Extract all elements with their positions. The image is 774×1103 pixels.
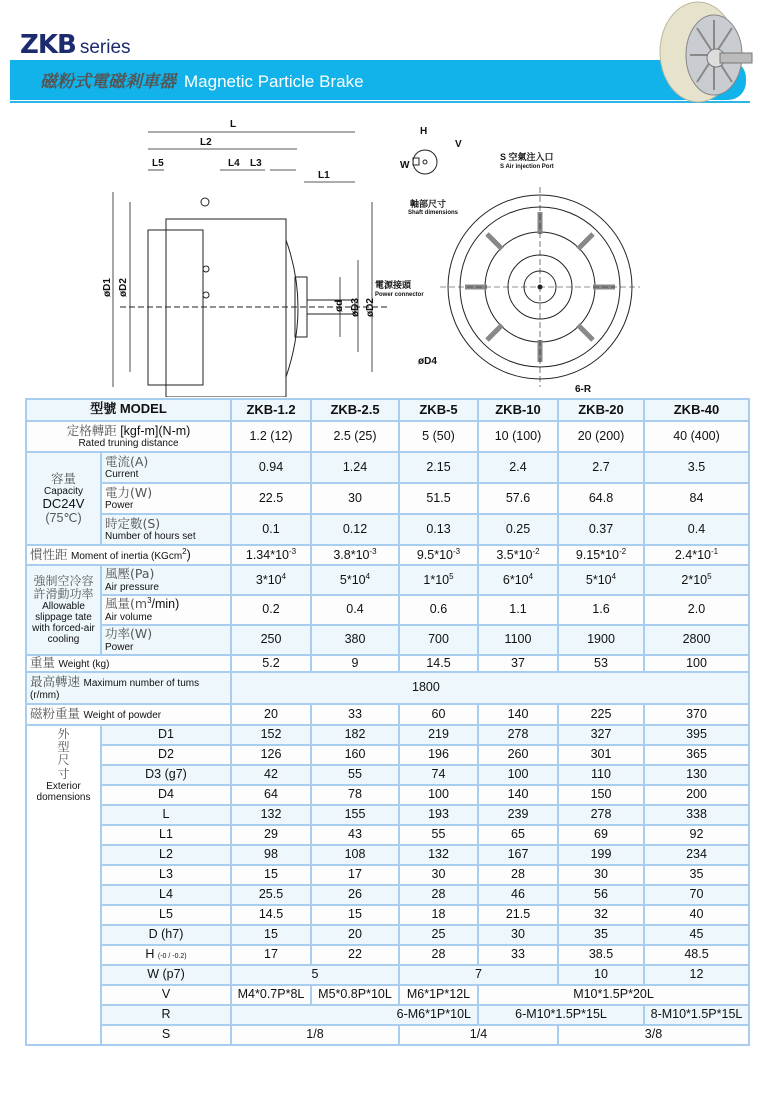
series-title — [20, 30, 131, 60]
svg-text:øD3: øD3 — [350, 298, 361, 317]
cell: 18 — [399, 905, 478, 925]
cell: 0.13 — [399, 514, 478, 545]
cell: 8-M10*1.5P*15L — [644, 1005, 749, 1025]
cell: 14.5 — [231, 905, 311, 925]
cell: 7 — [399, 965, 558, 985]
cell: 37 — [478, 655, 558, 672]
dim-label: V — [101, 985, 231, 1005]
air-port-zh: S 空氣注入口 — [500, 152, 554, 162]
table-row-air-pressure — [26, 565, 749, 595]
cell: 700 — [399, 625, 478, 655]
cell: 14.5 — [399, 655, 478, 672]
cell: 0.25 — [478, 514, 558, 545]
table-row-l — [26, 805, 749, 825]
cell: 6-M10*1.5P*15L — [478, 1005, 644, 1025]
cell: $3.8*10^{-3}$ — [311, 545, 399, 565]
cell: M10*1.5P*20L — [478, 985, 749, 1005]
cell: 1.24 — [311, 452, 399, 483]
cell: 150 — [558, 785, 644, 805]
air-port-en: S Air injection Port — [500, 164, 554, 170]
cell: $5*10^4$ — [311, 565, 399, 595]
dim-label: S — [101, 1025, 231, 1045]
cell: 60 — [399, 704, 478, 725]
dim-label: W (p7) — [101, 965, 231, 985]
cell: $1.34*10^{-3}$ — [231, 545, 311, 565]
cell: 35 — [558, 925, 644, 945]
cell: 0.4 — [644, 514, 749, 545]
brand-name: ZKB — [20, 30, 76, 60]
cell: 2.15 — [399, 452, 478, 483]
capacity-label: 容量 Capacity DC24V (75℃) — [26, 452, 101, 545]
cell: 0.1 — [231, 514, 311, 545]
shaft-dim-zh: 軸部尺寸 — [410, 199, 447, 209]
power-label: 電力(W) Power — [101, 483, 231, 514]
cell: 35 — [644, 865, 749, 885]
cell: 38.5 — [558, 945, 644, 965]
cell: $3.5*10^{-2}$ — [478, 545, 558, 565]
torque-label: 定格轉距 [kgf-m](N-m) Rated truning distance — [26, 421, 231, 452]
cell: $1*10^5$ — [399, 565, 478, 595]
table-row-power — [26, 483, 749, 514]
title-zh: 磁粉式電磁剎車器 — [40, 72, 176, 92]
spec-table — [25, 398, 750, 1046]
title-en: Magnetic Particle Brake — [184, 72, 364, 91]
cell: 155 — [311, 805, 399, 825]
table-row-inertia — [26, 545, 749, 565]
dim-label: D2 — [101, 745, 231, 765]
cell: 0.2 — [231, 595, 311, 625]
cell: 2.7 — [558, 452, 644, 483]
cell: 26 — [311, 885, 399, 905]
cell: 9 — [311, 655, 399, 672]
time-label: 時定數(S) Number of hours set — [101, 514, 231, 545]
dim-label: L4 — [101, 885, 231, 905]
cell: M6*1P*12L — [399, 985, 478, 1005]
exterior-label: 外 型 尺 寸 Exterior domensions — [26, 725, 101, 1045]
table-row-d1 — [26, 725, 749, 745]
cell: 48.5 — [644, 945, 749, 965]
dim-V: V — [455, 139, 462, 150]
dim-label: D1 — [101, 725, 231, 745]
table-row-l3 — [26, 865, 749, 885]
cell: 51.5 — [399, 483, 478, 514]
dim-label: L5 — [101, 905, 231, 925]
cell: 1.1 — [478, 595, 558, 625]
cell: 160 — [311, 745, 399, 765]
dim-D4: øD4 — [418, 356, 437, 367]
cell: 0.12 — [311, 514, 399, 545]
cell: 1.6 — [558, 595, 644, 625]
cell: 0.4 — [311, 595, 399, 625]
cell: 152 — [231, 725, 311, 745]
cell: 1100 — [478, 625, 558, 655]
svg-text:L1: L1 — [318, 170, 330, 181]
dim-R: 6-R — [575, 384, 592, 395]
dim-label: D4 — [101, 785, 231, 805]
table-row-r — [26, 1005, 749, 1025]
cell: 10 — [558, 965, 644, 985]
cell: 28 — [399, 945, 478, 965]
table-row-d-h7 — [26, 925, 749, 945]
technical-drawing — [100, 112, 660, 397]
cell: 2.4 — [478, 452, 558, 483]
cell: 40 (400) — [644, 421, 749, 452]
cell: 3/8 — [558, 1025, 749, 1045]
svg-text:øD1: øD1 — [102, 278, 113, 297]
cell: 6-M6*1P*10L — [231, 1005, 478, 1025]
cell: 140 — [478, 785, 558, 805]
cell: 55 — [311, 765, 399, 785]
cell: 126 — [231, 745, 311, 765]
cell: 17 — [231, 945, 311, 965]
cell: 40 — [644, 905, 749, 925]
dim-label: L — [101, 805, 231, 825]
dim-W: W — [400, 160, 410, 171]
table-row-h — [26, 945, 749, 965]
table-row-torque — [26, 421, 749, 452]
cell: 1/4 — [399, 1025, 558, 1045]
cell: 338 — [644, 805, 749, 825]
model-zkb-40: ZKB-40 — [644, 399, 749, 421]
dim-label: D3 (g7) — [101, 765, 231, 785]
cell: 70 — [644, 885, 749, 905]
cell: 22 — [311, 945, 399, 965]
cell: 395 — [644, 725, 749, 745]
cell: 132 — [231, 805, 311, 825]
cell: 193 — [399, 805, 478, 825]
cell: 30 — [311, 483, 399, 514]
cell: 53 — [558, 655, 644, 672]
cell: 365 — [644, 745, 749, 765]
cell: 110 — [558, 765, 644, 785]
cell: 301 — [558, 745, 644, 765]
table-row-cooling-power — [26, 625, 749, 655]
cell: 15 — [231, 925, 311, 945]
dim-label: L2 — [101, 845, 231, 865]
cell: 225 — [558, 704, 644, 725]
max-speed-label: 最高轉速 Maximum number of tums (r/mm) — [26, 672, 231, 704]
cell: 25.5 — [231, 885, 311, 905]
cell: 57.6 — [478, 483, 558, 514]
table-row-weight — [26, 655, 749, 672]
cell: 0.94 — [231, 452, 311, 483]
model-zkb-5: ZKB-5 — [399, 399, 478, 421]
cell: 29 — [231, 825, 311, 845]
cell: 43 — [311, 825, 399, 845]
cell: 42 — [231, 765, 311, 785]
cell: 28 — [399, 885, 478, 905]
shaft-dim-en: Shaft dimensions — [408, 210, 459, 216]
cell: 20 (200) — [558, 421, 644, 452]
svg-text:L2: L2 — [200, 137, 212, 148]
cell: 2800 — [644, 625, 749, 655]
table-row-time-constant — [26, 514, 749, 545]
cell: $5*10^4$ — [558, 565, 644, 595]
cell: 17 — [311, 865, 399, 885]
cell: 15 — [231, 865, 311, 885]
powder-label: 磁粉重量 Weight of powder — [26, 704, 231, 725]
cell: 130 — [644, 765, 749, 785]
dim-label: R — [101, 1005, 231, 1025]
cell: 20 — [311, 925, 399, 945]
table-row-l4 — [26, 885, 749, 905]
power-connector-en: Power connector — [375, 292, 424, 298]
cell: $2*10^5$ — [644, 565, 749, 595]
cell: 196 — [399, 745, 478, 765]
cell: 108 — [311, 845, 399, 865]
model-zkb-10: ZKB-10 — [478, 399, 558, 421]
cell: 234 — [644, 845, 749, 865]
cell: M4*0.7P*8L — [231, 985, 311, 1005]
cell: 30 — [558, 865, 644, 885]
cell: 20 — [231, 704, 311, 725]
cell: 56 — [558, 885, 644, 905]
cell: 30 — [478, 925, 558, 945]
cell: 200 — [644, 785, 749, 805]
table-row-l5 — [26, 905, 749, 925]
power-connector-zh: 電源接頭 — [375, 280, 412, 290]
cell: 28 — [478, 865, 558, 885]
svg-text:ød: ød — [334, 299, 345, 312]
cell: 32 — [558, 905, 644, 925]
dim-L: L — [230, 119, 237, 130]
cell: 12 — [644, 965, 749, 985]
cell: 182 — [311, 725, 399, 745]
cell: 0.6 — [399, 595, 478, 625]
model-zkb-2-5: ZKB-2.5 — [311, 399, 399, 421]
table-row-l1 — [26, 825, 749, 845]
cell: 260 — [478, 745, 558, 765]
cell: 84 — [644, 483, 749, 514]
table-row-v — [26, 985, 749, 1005]
model-header: 型號 MODEL — [26, 399, 231, 421]
cell: 5 — [231, 965, 399, 985]
svg-text:L4: L4 — [228, 158, 240, 169]
cell: 21.5 — [478, 905, 558, 925]
table-row-s — [26, 1025, 749, 1045]
current-label: 電流(A) Current — [101, 452, 231, 483]
cell: M5*0.8P*10L — [311, 985, 399, 1005]
cell: 55 — [399, 825, 478, 845]
cell: 1900 — [558, 625, 644, 655]
table-row-d2 — [26, 745, 749, 765]
cell: 10 (100) — [478, 421, 558, 452]
table-row-d3 — [26, 765, 749, 785]
svg-text:L5: L5 — [152, 158, 164, 169]
dim-H: H — [420, 126, 428, 137]
cell: 45 — [644, 925, 749, 945]
cell: $9.15*10^{-2}$ — [558, 545, 644, 565]
cell: 327 — [558, 725, 644, 745]
banner-title — [40, 67, 364, 92]
inertia-label: 慣性距 Moment of inertia (KGcm$^2$) — [26, 545, 231, 565]
product-photo — [640, 0, 760, 110]
cell: 25 — [399, 925, 478, 945]
cell: 199 — [558, 845, 644, 865]
cell: 65 — [478, 825, 558, 845]
cell: 1.2 (12) — [231, 421, 311, 452]
cell: 2.5 (25) — [311, 421, 399, 452]
cell: 278 — [478, 725, 558, 745]
table-row-l2 — [26, 845, 749, 865]
cell: 167 — [478, 845, 558, 865]
cell: 3.5 — [644, 452, 749, 483]
cell: 100 — [399, 785, 478, 805]
cell: 2.0 — [644, 595, 749, 625]
cell: 64.8 — [558, 483, 644, 514]
max-speed-value: 1800 — [231, 672, 749, 704]
dim-label: H (-0 / -0.2) — [101, 945, 231, 965]
svg-text:øD2: øD2 — [118, 278, 129, 297]
model-zkb-1-2: ZKB-1.2 — [231, 399, 311, 421]
cell: 250 — [231, 625, 311, 655]
table-header-row — [26, 399, 749, 421]
cell: 5 (50) — [399, 421, 478, 452]
model-zkb-20: ZKB-20 — [558, 399, 644, 421]
table-row-powder — [26, 704, 749, 725]
cell: 100 — [644, 655, 749, 672]
cell: 1/8 — [231, 1025, 399, 1045]
cell: 46 — [478, 885, 558, 905]
svg-text:øD2: øD2 — [365, 298, 376, 317]
cell: $6*10^4$ — [478, 565, 558, 595]
cell: $2.4*10^{-1}$ — [644, 545, 749, 565]
cell: $3*10^4$ — [231, 565, 311, 595]
cell: 22.5 — [231, 483, 311, 514]
cell: 78 — [311, 785, 399, 805]
cell: 5.2 — [231, 655, 311, 672]
table-row-air-volume — [26, 595, 749, 625]
dim-label: L3 — [101, 865, 231, 885]
cell: 33 — [478, 945, 558, 965]
table-row-current — [26, 452, 749, 483]
cell: 92 — [644, 825, 749, 845]
cell: 380 — [311, 625, 399, 655]
cell: 239 — [478, 805, 558, 825]
banner-underline — [10, 101, 750, 103]
cell: 278 — [558, 805, 644, 825]
dim-label: L1 — [101, 825, 231, 845]
cell: $9.5*10^{-3}$ — [399, 545, 478, 565]
dim-label: D (h7) — [101, 925, 231, 945]
cell: 15 — [311, 905, 399, 925]
cell: 98 — [231, 845, 311, 865]
series-label: series — [79, 37, 131, 58]
cell: 74 — [399, 765, 478, 785]
air-pressure-label: 風壓(Pa) Air pressure — [101, 565, 231, 595]
cooling-label: 強制空冷容 許滑動功率 Allowable slippage tate with forced-air cooling — [26, 565, 101, 655]
cooling-power-label: 功率(W) Power — [101, 625, 231, 655]
air-volume-label: 風量$(m^3/\min)$ Air volume — [101, 595, 231, 625]
cell: 132 — [399, 845, 478, 865]
cell: 0.37 — [558, 514, 644, 545]
cell: 33 — [311, 704, 399, 725]
cell: 140 — [478, 704, 558, 725]
cell: 69 — [558, 825, 644, 845]
weight-label: 重量 Weight (kg) — [26, 655, 231, 672]
cell: 100 — [478, 765, 558, 785]
table-row-w — [26, 965, 749, 985]
cell: 370 — [644, 704, 749, 725]
svg-text:L3: L3 — [250, 158, 262, 169]
cell: 30 — [399, 865, 478, 885]
table-row-d4 — [26, 785, 749, 805]
cell: 219 — [399, 725, 478, 745]
table-row-max-speed — [26, 672, 749, 704]
cell: 64 — [231, 785, 311, 805]
